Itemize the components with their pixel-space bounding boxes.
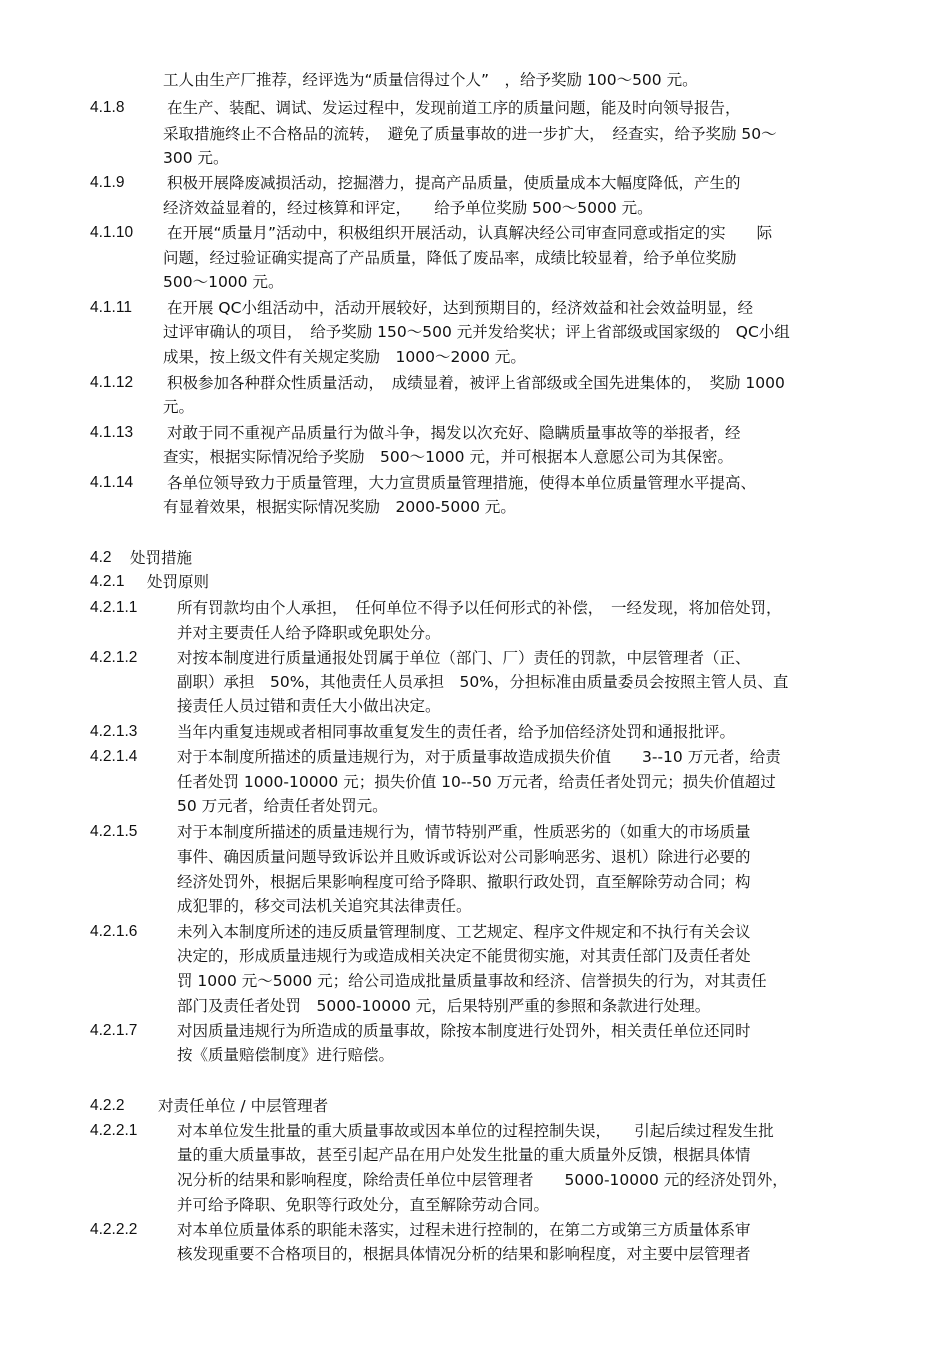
text-line: 对按本制度进行质量通报处罚属于单位（部门、厂）责任的罚款，中层管理者（正、 <box>177 649 751 667</box>
text-line: 对于本制度所描述的质量违规行为，情节特别严重，性质恶劣的（如重大的市场质量 <box>177 823 751 841</box>
text-line: 经济处罚外，根据后果影响程度可给予降职、撤职行政处罚，直至解除劳动合同；构 <box>177 873 751 891</box>
text-line: 成犯罪的，移交司法机关追究其法律责任。 <box>177 897 472 915</box>
clause-number: 4.2.2.2 <box>90 1221 138 1238</box>
text-line: 经济效益显着的，经过核算和评定， 给予单位奖励 500～5000 元。 <box>163 199 653 217</box>
text-line: 积极开展降废减损活动，挖掘潜力，提高产品质量，使质量成本大幅度降低，产生的 <box>167 174 741 192</box>
text-line: 有显着效果，根据实际情况奖励 2000-5000 元。 <box>163 498 516 516</box>
text-line: 工人由生产厂推荐，经评选为“质量信得过个人” ，给予奖励 100～500 元。 <box>163 71 698 89</box>
clause-number: 4.2.1.6 <box>90 923 138 940</box>
text-line: 在生产、装配、调试、发运过程中，发现前道工序的质量问题，能及时向领导报告， <box>167 99 741 117</box>
clause-number: 4.1.11 <box>90 299 132 316</box>
text-line: 部门及责任者处罚 5000-10000 元，后果特别严重的参照和条款进行处理。 <box>177 997 711 1015</box>
text-line: 核发现重要不合格项目的，根据具体情况分析的结果和影响程度，对主要中层管理者 <box>177 1245 751 1263</box>
text-line: 所有罚款均由个人承担， 任何单位不得予以任何形式的补偿， 一经发现，将加倍处罚， <box>177 599 782 617</box>
text-line: 况分析的结果和影响程度，除给责任单位中层管理者 5000-10000 元的经济处罚外， <box>177 1171 788 1189</box>
text-line: 采取措施终止不合格品的流转， 避免了质量事故的进一步扩大， 经查实，给予奖励 50～ <box>163 125 777 143</box>
text-line: 按《质量赔偿制度》进行赔偿。 <box>177 1046 395 1064</box>
section-number: 4.2.1 <box>90 573 125 590</box>
text-line: 副职）承担 50%，其他责任人员承担 50%，分担标准由质量委员会按照主管人员、直 <box>177 673 789 691</box>
text-line: 罚 1000 元～5000 元；给公司造成批量质量事故和经济、信誉损失的行为，对其责任 <box>177 972 767 990</box>
clause-number: 4.2.1.3 <box>90 723 138 740</box>
text-line: 元。 <box>163 398 195 416</box>
text-line: 300 元。 <box>163 149 229 167</box>
text-line: 未列入本制度所述的违反质量管理制度、工艺规定、程序文件规定和不执行有关会议 <box>177 923 751 941</box>
text-line: 对本单位质量体系的职能未落实，过程未进行控制的，在第二方或第三方质量体系审 <box>177 1221 751 1239</box>
text-line: 50 万元者，给责任者处罚元。 <box>177 797 388 815</box>
text-line: 成果，按上级文件有关规定奖励 1000～2000 元。 <box>163 348 526 366</box>
text-line: 各单位领导致力于质量管理，大力宣贯质量管理措施，使得本单位质量管理水平提高、 <box>167 474 757 492</box>
section-title: 对责任单位 / 中层管理者 <box>158 1097 329 1115</box>
section-number: 4.2 <box>90 549 112 566</box>
clause-number: 4.2.1.4 <box>90 748 138 765</box>
text-line: 并对主要责任人给予降职或免职处分。 <box>177 624 441 642</box>
clause-number: 4.1.13 <box>90 424 134 441</box>
clause-number: 4.2.1.5 <box>90 823 138 840</box>
clause-number: 4.1.10 <box>90 224 134 241</box>
text-line: 决定的，形成质量违规行为或造成相关决定不能贯彻实施，对其责任部门及责任者处 <box>177 947 751 965</box>
text-line: 查实，根据实际情况给予奖励 500～1000 元，并可根据本人意愿公司为其保密。 <box>163 448 733 466</box>
text-line: 过评审确认的项目， 给予奖励 150～500 元并发给奖状；评上省部级或国家级的 QC小组 <box>163 323 790 341</box>
text-line: 对因质量违规行为所造成的质量事故，除按本制度进行处罚外，相关责任单位还同时 <box>177 1022 751 1040</box>
text-line: 任者处罚 1000-10000 元；损失价值 10--50 万元者，给责任者处罚元；损失价值超过 <box>177 773 776 791</box>
text-line: 对敢于同不重视产品质量行为做斗争，揭发以次充好、隐瞒质量事故等的举报者，经 <box>167 424 741 442</box>
clause-number: 4.2.1.1 <box>90 599 138 616</box>
text-line: 当年内重复违规或者相同事故重复发生的责任者，给予加倍经济处罚和通报批评。 <box>177 723 736 741</box>
text-line: 在开展 QC小组活动中，活动开展较好，达到预期目的，经济效益和社会效益明显，经 <box>167 299 753 317</box>
text-line: 积极参加各种群众性质量活动， 成绩显着，被评上省部级或全国先进集体的， 奖励 1000 <box>167 374 785 392</box>
text-line: 接责任人员过错和责任大小做出决定。 <box>177 697 441 715</box>
clause-number: 4.1.9 <box>90 174 125 191</box>
clause-number: 4.1.12 <box>90 374 134 391</box>
clause-number: 4.1.8 <box>90 99 125 116</box>
text-line: 在开展“质量月”活动中，积极组织开展活动，认真解决经公司审查同意或指定的实 际 <box>167 224 773 242</box>
text-line: 对本单位发生批量的重大质量事故或因本单位的过程控制失误， 引起后续过程发生批 <box>177 1122 774 1140</box>
text-line: 量的重大质量事故，甚至引起产品在用户处发生批量的重大质量外反馈，根据具体情 <box>177 1146 751 1164</box>
section-title: 处罚措施 <box>130 549 193 567</box>
text-line: 并可给予降职、免职等行政处分，直至解除劳动合同。 <box>177 1196 550 1214</box>
clause-number: 4.1.14 <box>90 474 134 491</box>
clause-number: 4.2.2.1 <box>90 1122 138 1139</box>
text-line: 事件、确因质量问题导致诉讼并且败诉或诉讼对公司影响恶劣、退机）除进行必要的 <box>177 848 751 866</box>
text-line: 500～1000 元。 <box>163 273 284 291</box>
clause-number: 4.2.1.7 <box>90 1022 138 1039</box>
text-line: 对于本制度所描述的质量违规行为，对于质量事故造成损失价值 3--10 万元者，给责 <box>177 748 781 766</box>
section-number: 4.2.2 <box>90 1097 125 1114</box>
section-title: 处罚原则 <box>147 573 210 591</box>
text-line: 问题，经过验证确实提高了产品质量，降低了废品率，成绩比较显着，给予单位奖励 <box>163 249 737 267</box>
clause-number: 4.2.1.2 <box>90 649 138 666</box>
